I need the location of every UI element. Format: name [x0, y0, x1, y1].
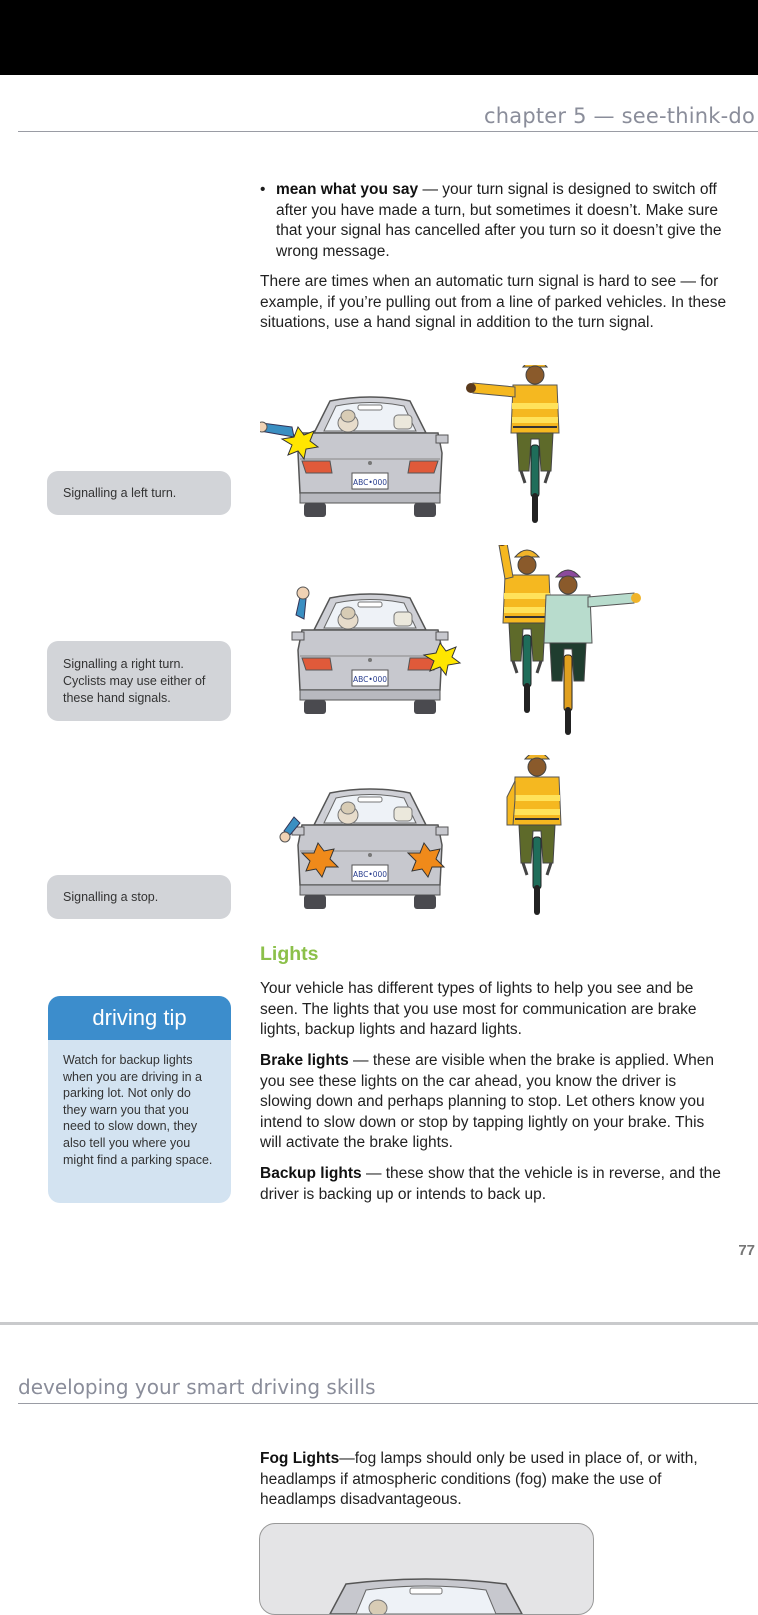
lights-heading: Lights	[260, 943, 319, 965]
caption-stop: Signalling a stop.	[47, 875, 231, 919]
hand-signal-paragraph: There are times when an automatic turn signal is hard to see — for example, if you’re pulling out from a line of parked vehicles. In these situations, use a hand signal in addition to the turn signal.	[260, 273, 727, 331]
bullet-symbol: •	[260, 181, 266, 198]
backup-lights-paragraph	[260, 1164, 730, 1205]
fog-lights-text: —fog lamps should only be used in place of, or with, headlamps if atmospheric conditions (fog) make the use of headlamps disadvantageous.	[260, 1450, 698, 1508]
backup-lights-term: Backup lights	[260, 1165, 362, 1182]
cyclist-stop-signal	[507, 755, 561, 915]
fog-lights-term: Fog Lights	[260, 1450, 340, 1467]
bullet-term: mean what you say	[276, 181, 419, 198]
stop-signal-illustration	[260, 755, 580, 920]
fog-lights-illustration-frame	[259, 1523, 594, 1615]
caption-right-turn: Signalling a right turn. Cyclists may use either of these hand signals.	[47, 641, 231, 721]
caption-left-turn: Signalling a left turn.	[47, 471, 231, 515]
brake-lights-term: Brake lights	[260, 1052, 349, 1069]
cyclist-left-signal	[466, 365, 559, 523]
driving-tip-body: Watch for backup lights when you are driving in a parking lot. Not only do they warn you that you need to slow down, they also tell you where you might find a parking space.	[63, 1053, 213, 1167]
brake-lights-paragraph	[260, 1051, 730, 1154]
bullet-text: — your turn signal is designed to switch off after you have made a turn, but sometimes it doesn’t. Make sure that your signal has cancelled after you turn so it doesn’t give the wrong message.	[276, 181, 722, 260]
backup-lights-text: — these show that the vehicle is in reverse, and the driver is backing up or intends to back up.	[260, 1165, 721, 1203]
right-turn-illustration	[260, 545, 660, 735]
chapter-header: chapter 5 — see-think-do	[484, 104, 755, 128]
bullet-item	[260, 180, 730, 262]
brake-lights-text: — these are visible when the brake is applied. When you see these lights on the car ahead, you know the driver is slowing down and perhaps planning to stop. Let others know you intend to slow down or stop by tapping lightly on your brake. This will activate the brake lights.	[260, 1052, 715, 1151]
fog-car-illustration	[260, 1524, 593, 1614]
driving-tip-box	[48, 996, 231, 1203]
left-turn-illustration	[260, 365, 580, 525]
top-black-bar	[0, 0, 758, 75]
page-divider	[0, 1322, 758, 1325]
section-header: developing your smart driving skills	[18, 1375, 376, 1399]
page-number: 77	[738, 1242, 755, 1259]
cyclist-right-signal-extended	[544, 570, 641, 735]
fog-lights-paragraph	[260, 1449, 730, 1511]
car-rear-image	[292, 594, 448, 714]
lights-intro: Your vehicle has different types of lights to help you see and be seen. The lights that you use most for communication are brake lights, backup lights and hazard lights.	[260, 980, 697, 1038]
section-rule	[18, 1403, 758, 1404]
driver-arm-raised	[296, 587, 309, 619]
cyclist-right-signal-raised	[497, 545, 551, 713]
driving-tip-title: driving tip	[48, 996, 231, 1040]
header-rule	[18, 131, 758, 132]
driver-arm-left	[260, 422, 294, 437]
car-rear-image	[292, 397, 448, 517]
